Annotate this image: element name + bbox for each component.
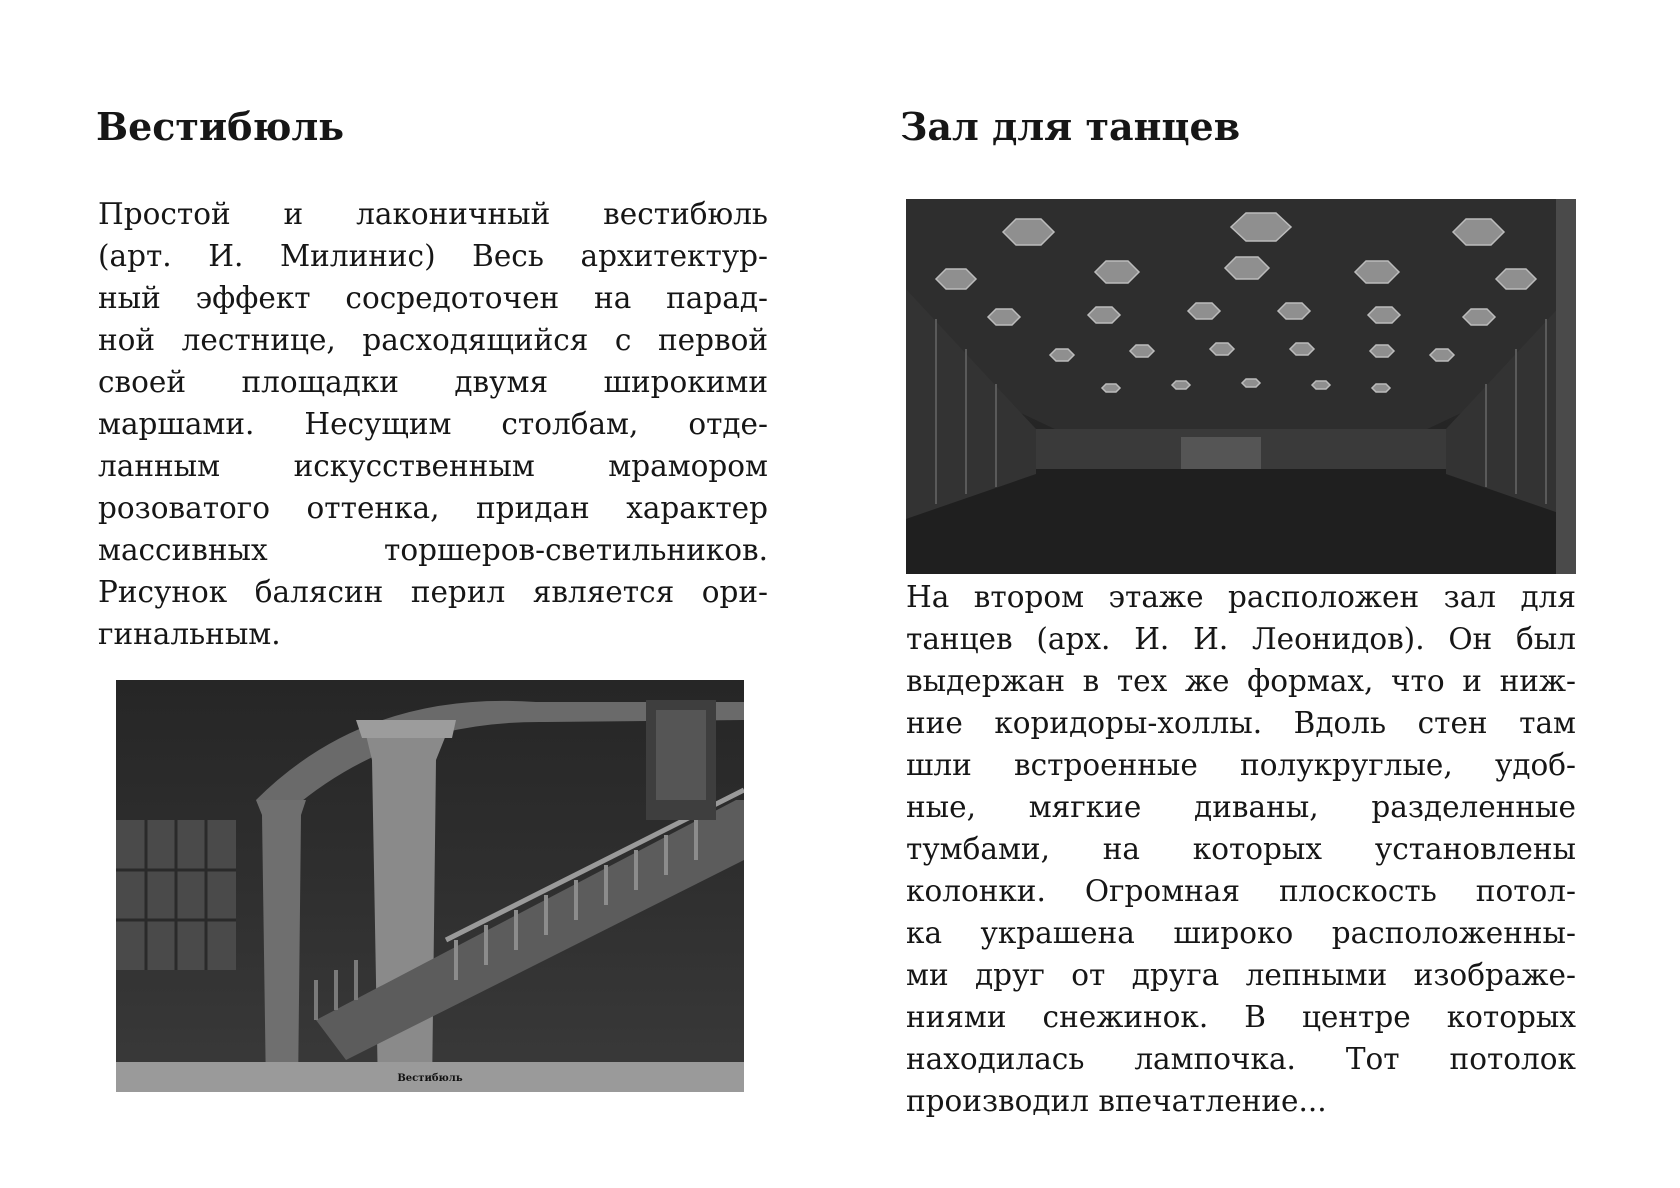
vestibule-photo (116, 680, 744, 1092)
paragraph-line: Простой и лаконичный вестибюль (98, 197, 768, 231)
paragraph-line: ный эффект сосредоточен на парад- (98, 281, 768, 315)
dance-hall-photo-drawing (906, 199, 1576, 574)
paragraph-line: своей площадки двумя широкими (98, 365, 768, 399)
paragraph-line: производил впечатление... (906, 1084, 1327, 1118)
dance-hall-heading: Зал для танцев (900, 104, 1241, 149)
vestibule-heading: Вестибюль (96, 104, 345, 149)
paragraph-line: На втором этаже расположен зал для (906, 580, 1576, 614)
paragraph-line: массивных торшеров-светильников. (98, 533, 768, 567)
paragraph-line: ние коридоры-холлы. Вдоль стен там (906, 706, 1576, 740)
paragraph-line: колонки. Огромная плоскость потол- (906, 874, 1576, 908)
dance-hall-photo (906, 199, 1576, 574)
paragraph-line: ниями снежинок. В центре которых (906, 1000, 1576, 1034)
paragraph-line: ми друг от друга лепными изображе- (906, 958, 1576, 992)
paragraph-line: тумбами, на которых установлены (906, 832, 1576, 866)
vestibule-photo-drawing (116, 680, 744, 1092)
paragraph-line: ной лестнице, расходящийся с первой (98, 323, 768, 357)
vestibule-paragraph (98, 193, 768, 655)
paragraph-line: гинальным. (98, 617, 281, 651)
paragraph-line: маршами. Несущим столбам, отде- (98, 407, 768, 441)
vestibule-photo-caption: Вестибюль (397, 1073, 463, 1084)
paragraph-line: выдержан в тех же формах, что и ниж- (906, 664, 1576, 698)
paragraph-line: ные, мягкие диваны, разделенные (906, 790, 1576, 824)
paragraph-line: ланным искусственным мрамором (98, 449, 768, 483)
dance-hall-paragraph (906, 576, 1576, 1122)
paragraph-line: розоватого оттенка, придан характер (98, 491, 768, 525)
paragraph-line: танцев (арх. И. И. Леонидов). Он был (906, 622, 1576, 656)
paragraph-line: (арт. И. Милинис) Весь архитектур- (98, 239, 768, 273)
paragraph-line: Рисунок балясин перил является ори- (98, 575, 768, 609)
paragraph-line: ка украшена широко расположенны- (906, 916, 1576, 950)
right-page (840, 0, 1680, 1188)
paragraph-line: шли встроенные полукруглые, удоб- (906, 748, 1576, 782)
paragraph-line: находилась лампочка. Тот потолок (906, 1042, 1576, 1076)
